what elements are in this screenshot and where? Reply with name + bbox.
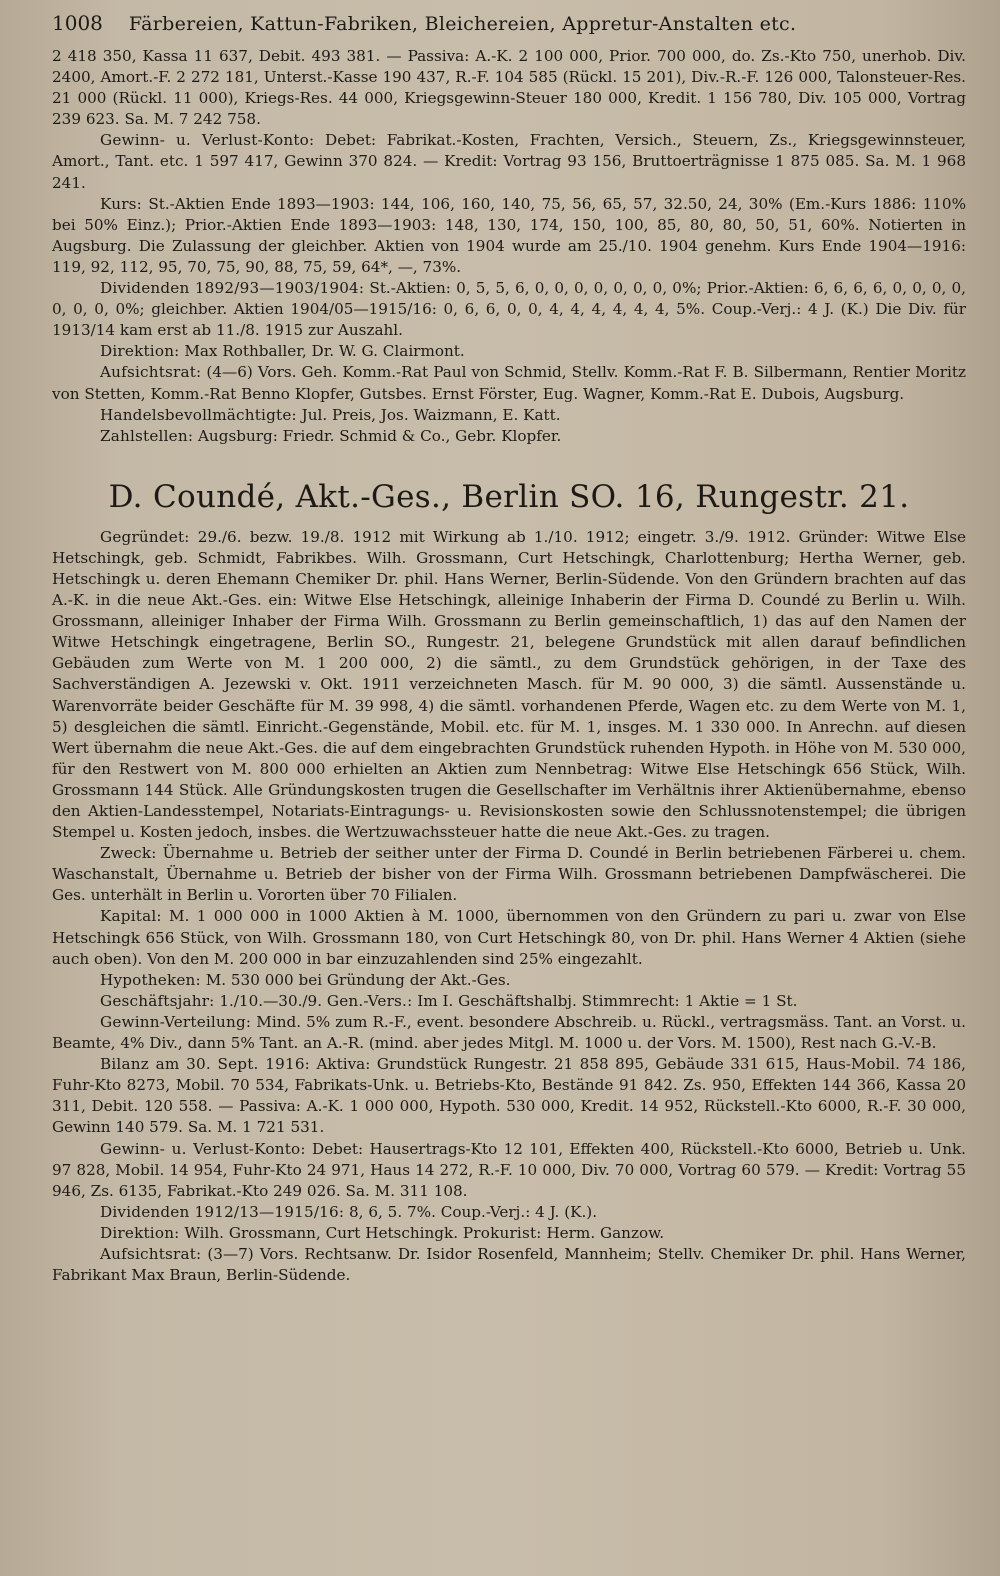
profit-loss-text: Debet: Fabrikat.-Kosten, Frachten, Versich., Steuern, Zs., Kriegsgewinnsteuer, Amort., Tant. etc. 1 597 417, Gewinn 370 824. — Kredit: Vortrag 93 156, Bruttoerträgnisse 1 875 085. Sa. M. 1 968 241. — [52, 131, 966, 192]
geschaeftsjahr-label: Geschäftsjahr: — [100, 991, 215, 1010]
kurs-label: Kurs: — [100, 194, 142, 213]
prokurist-label: Prokurist: — [462, 1223, 542, 1242]
gewinn-verteilung-paragraph — [52, 1012, 966, 1054]
hypotheken-label: Hypotheken: — [100, 970, 201, 989]
direktion-paragraph — [52, 341, 966, 362]
dividenden-2-text: 8, 6, 5. 7%. Coup.-Verj.: 4 J. (K.). — [349, 1202, 598, 1221]
page-header — [52, 10, 966, 40]
direktion-2-label: Direktion: — [100, 1223, 180, 1242]
company-title: D. Coundé, Akt.-Ges., Berlin SO. 16, Rungestr. 21. — [108, 478, 910, 515]
bilanz-label: Bilanz am 30. Sept. 1916: — [100, 1055, 310, 1074]
dividends-paragraph — [52, 278, 966, 341]
gewinn-verteilung-label: Gewinn-Verteilung: — [100, 1012, 252, 1031]
aufsichtsrat-2-paragraph — [52, 1244, 966, 1286]
gv-konto-text: Debet: Hausertrags-Kto 12 101, Effekten 400, Rückstell.-Kto 6000, Betrieb u. Unk. 97 828, Mobil. 14 954, Fuhr-Kto 24 971, Haus 14 272, R.-F. 10 000, Div. 70 000, Vortrag 60 579. — Kredit: Vortrag 55 946, Zs. 6135, Fabrikat.-Kto 249 026. Sa. M. 311 108. — [52, 1139, 967, 1200]
handelsbevollmaechtigte-text: Jul. Preis, Jos. Waizmann, E. Katt. — [301, 405, 561, 424]
zahlstellen-label: Zahlstellen: — [100, 426, 194, 445]
prokurist-text: Herm. Ganzow. — [546, 1223, 665, 1242]
zweck-label: Zweck: — [100, 844, 157, 863]
balance-continuation-text: 2 418 350, Kassa 11 637, Debit. 493 381. — Passiva: A.-K. 2 100 000, Prior. 700 000, do. Zs.-Kto 750, unerhob. Div. 2400, Amort.-F. 2 272 181, Unterst.-Kasse 190 437, R.-F. 104 585 (Rückl. 15 201), Div.-R.-F. 126 000, Talonsteuer-Res. 21 000 (Rückl. 11 000), Kriegs-Res. 44 000, Kriegsgewinn-Steuer 180 000, Kredit. 1 156 780, Div. 105 000, Vortrag 239 623. Sa. M. 7 242 758. — [52, 47, 966, 129]
aufsichtsrat-label: Aufsichtsrat: — [100, 363, 202, 382]
gen-vers-text: Im I. Geschäftshalbj. — [417, 991, 577, 1010]
gewinn-verteilung-text: Mind. 5% zum R.-F., event. besondere Abschreib. u. Rückl., vertragsmäss. Tant. an Vorst. u. Beamte, 4% Div., dann 5% Tant. an A.-R. (mind. aber jedes Mitgl. M. 1000 u. der Vors. M. 1500), Rest nach G.-V.-B. — [52, 1012, 967, 1053]
stimmrecht-text: 1 Aktie = 1 St. — [684, 991, 798, 1010]
kapital-label: Kapital: — [100, 907, 162, 926]
gegruendet-label: Gegründet: — [100, 527, 190, 546]
kurs-paragraph — [52, 194, 966, 278]
zahlstellen-paragraph — [52, 426, 966, 447]
geschaeftsjahr-text: 1./10.—30./9. — [219, 991, 323, 1010]
aufsichtsrat-paragraph — [52, 362, 966, 404]
kurs-text: St.-Aktien Ende 1893—1903: 144, 106, 160, 140, 75, 56, 65, 57, 32.50, 24, 30% (Em.-Kurs 1886: 110% bei 50% Einz.); Prior.-Aktien Ende 1893—1903: 148, 130, 174, 150, 100, 85, 80, 80, 50, 51, 60%. Notierten in Augsburg. Die Zulassung der gleichber. Aktien von 1904 wurde am 25./10. 1904 genehm. Kurs Ende 1904—1916: 119, 92, 112, 95, 70, 75, 90, 88, 75, 59, 64*, —, 73%. — [52, 194, 967, 276]
geschaeftsjahr-paragraph — [52, 991, 966, 1012]
hypotheken-paragraph — [52, 970, 966, 991]
direktion-text: Max Rothballer, Dr. W. G. Clairmont. — [184, 342, 465, 361]
direktion-label: Direktion: — [100, 342, 180, 361]
aufsichtsrat-text: (4—6) Vors. Geh. Komm.-Rat Paul von Schmid, Stellv. Komm.-Rat F. B. Silbermann, Rentier Moritz von Stetten, Komm.-Rat Benno Klopfer, Gutsbes. Ernst Förster, Eug. Wagner, Komm.-Rat E. Dubois, Augsburg. — [52, 363, 966, 403]
profit-loss-paragraph — [52, 130, 966, 193]
profit-loss-label: Gewinn- u. Verlust-Konto: — [100, 131, 315, 150]
gegruendet-paragraph — [52, 527, 966, 843]
dividenden-2-paragraph — [52, 1202, 966, 1223]
stimmrecht-label: Stimmrecht: — [581, 991, 680, 1010]
direktion-2-text: Wilh. Grossmann, Curt Hetschingk. — [184, 1223, 459, 1242]
bilanz-text: Aktiva: Grundstück Rungestr. 21 858 895, Gebäude 331 615, Haus-Mobil. 74 186, Fuhr-Kto 8273, Mobil. 70 534, Fabrikats-Unk. u. Betriebs-Kto, Bestände 91 842. Zs. 950, Effekten 144 366, Kassa 20 311, Debit. 120 558. — Passiva: A.-K. 1 000 000, Hypoth. 530 000, Kredit. 14 952, Rückstell.-Kto 6000, R.-F. 30 000, Gewinn 140 579. Sa. M. 1 721 531. — [52, 1055, 966, 1137]
gen-vers-label: Gen.-Vers.: — [326, 991, 413, 1010]
gv-konto-label: Gewinn- u. Verlust-Konto: — [100, 1139, 306, 1158]
zweck-paragraph — [52, 843, 966, 906]
kapital-text: M. 1 000 000 in 1000 Aktien à M. 1000, übernommen von den Gründern zu pari u. zwar von Else Hetschingk 656 Stück, von Wilh. Grossmann 180, von Curt Hetschingk 80, von Dr. phil. Hans Werner 4 Aktien (siehe auch oben). Von den M. 200 000 in bar einzuzahlenden sind 25% eingezahlt. — [52, 907, 966, 968]
dividends-label: Dividenden 1892/93—1903/1904: — [100, 279, 365, 298]
page-number: 1008 — [52, 11, 103, 35]
kapital-paragraph — [52, 906, 966, 969]
aufsichtsrat-2-text: (3—7) Vors. Rechtsanw. Dr. Isidor Rosenfeld, Mannheim; Stellv. Chemiker Dr. phil. Hans Werner, Fabrikant Max Braun, Berlin-Südende. — [52, 1244, 966, 1285]
aufsichtsrat-2-label: Aufsichtsrat: — [100, 1244, 202, 1263]
zahlstellen-text: Augsburg: Friedr. Schmid & Co., Gebr. Klopfer. — [197, 426, 562, 445]
zweck-text: Übernahme u. Betrieb der seither unter der Firma D. Coundé in Berlin betriebenen Färberei u. chem. Waschanstalt, Übernahme u. Betrieb der bisher von der Firma Wilh. Grossmann betriebenen Dampfwäscherei. Die Ges. unterhält in Berlin u. Vororten über 70 Filialen. — [52, 844, 966, 905]
handelsbevollmaechtigte-label: Handelsbevollmächtigte: — [100, 405, 297, 424]
direktion-2-paragraph — [52, 1223, 966, 1244]
balance-continuation — [52, 46, 966, 130]
dividenden-2-label: Dividenden 1912/13—1915/16: — [100, 1202, 345, 1221]
dividends-text: St.-Aktien: 0, 5, 5, 6, 0, 0, 0, 0, 0, 0, 0, 0%; Prior.-Aktien: 6, 6, 6, 6, 0, 0, 0, 0, 0, 0, 0, 0%; gleichber. Aktien 1904/05—1915/16: 0, 6, 6, 0, 0, 4, 4, 4, 4, 4, 4, 5%. Coup.-Verj.: 4 J. (K.) Die Div. für 1913/14 kam erst ab 11./8. 1915 zur Auszahl. — [52, 279, 966, 340]
gegruendet-text: 29./6. bezw. 19./8. 1912 mit Wirkung ab 1./10. 1912; eingetr. 3./9. 1912. Gründer: Witwe Else Hetschingk, geb. Schmidt, Fabrikbes. Wilh. Grossmann, Curt Hetschingk, Charlottenburg; Hertha Werner, geb. Hetschingk u. deren Ehemann Chemiker Dr. phil. Hans Werner, Berlin-Südende. Von den Gründern brachten auf das A.-K. in die neue Akt.-Ges. ein: Witwe Else Hetschingk, alleinige Inhaberin der Firma D. Coundé zu Berlin u. Wilh. Grossmann, alleiniger Inhaber der Firma Wilh. Grossmann zu Berlin gemeinschaftlich, 1) das auf den Namen der Witwe Hetschingk eingetragene, Berlin SO., Rungestr. 21, belegene Grundstück mit allen darauf befindlichen Gebäuden zum Werte von M. 1 200 000, 2) die sämtl., zu dem Grundstück gehörigen, in der Taxe des Sachverständigen A. Jezewski v. Okt. 1911 verzeichneten Masch. für M. 90 000, 3) die sämtl. Aussenstände u. Warenvorräte beider Geschäfte für M. 39 998, 4) die sämtl. vorhandenen Pferde, Wagen etc. zu dem Werte von M. 1, 5) desgleichen die sämtl. Einricht.-Gegenstände, Mobil. etc. für M. 1, insges. M. 1 330 000. In Anrechn. auf diesen Wert übernahm die neue Akt.-Ges. die auf dem eingebrachten Grundstück ruhenden Hypoth. in Höhe von M. 530 000, für den Restwert von M. 800 000 erhielten an Aktien zum Nennbetrag: Witwe Else Hetschingk 656 Stück, Wilh. Grossmann 144 Stück. Alle Gründungskosten trugen die Gesellschafter im Verhältnis ihrer Aktienübernahme, ebenso den Aktien-Landesstempel, Notariats-Eintragungs- u. Revisionskosten sowie den Schlussnotenstempel; die übrigen Stempel u. Kosten jedoch, insbes. die Wertzuwachssteuer hatte die neue Akt.-Ges. zu tragen. — [52, 527, 967, 842]
bilanz-paragraph — [52, 1054, 966, 1138]
handelsbevollmaechtigte-paragraph — [52, 405, 966, 426]
gv-konto-paragraph — [52, 1139, 966, 1202]
running-title: Färbereien, Kattun-Fabriken, Bleichereien, Appretur-Anstalten etc. — [128, 13, 797, 35]
hypotheken-text: M. 530 000 bei Gründung der Akt.-Ges. — [205, 970, 511, 989]
